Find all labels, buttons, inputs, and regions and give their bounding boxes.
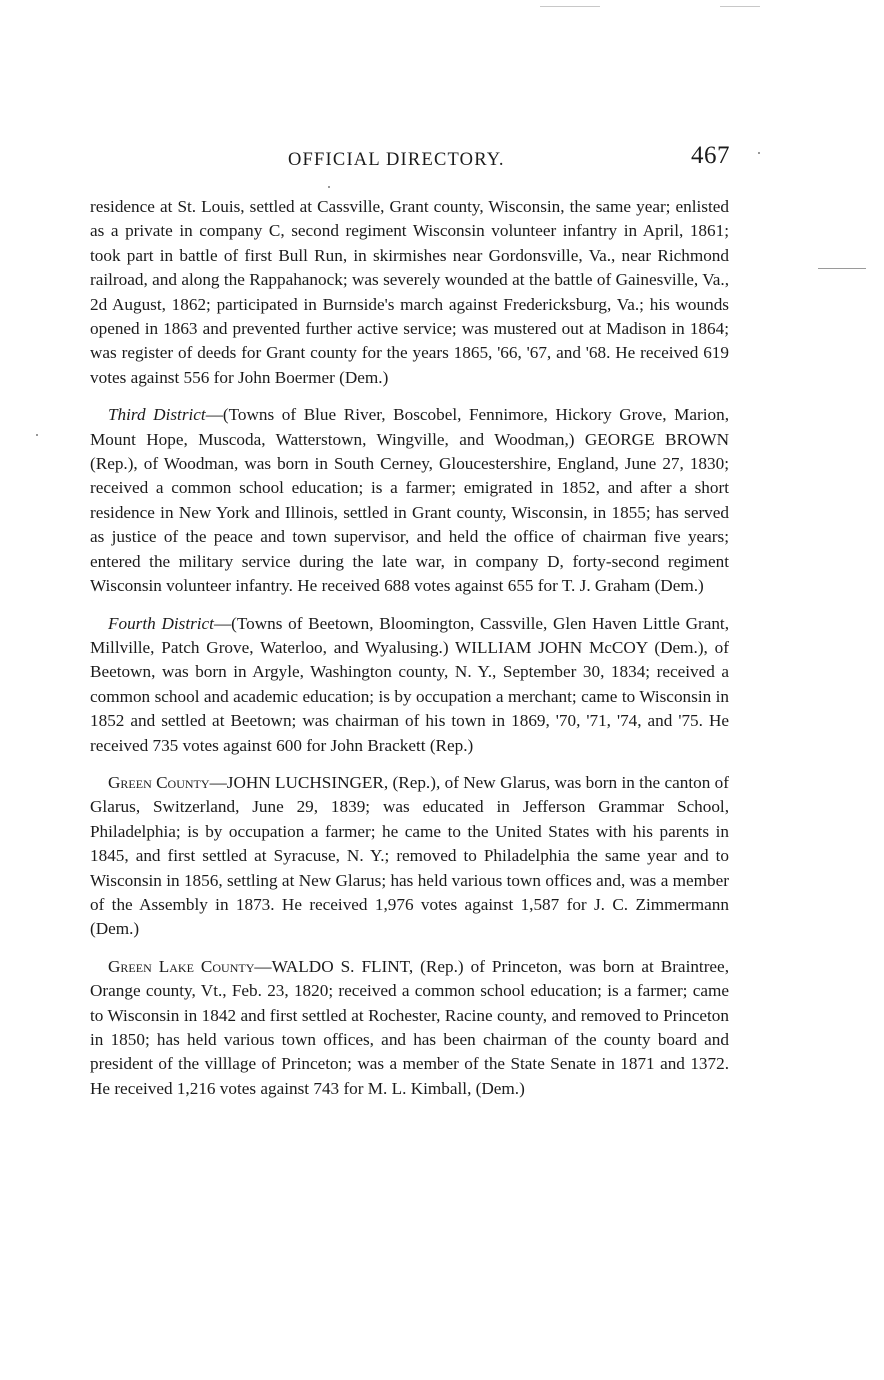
third-district-text: —(Towns of Blue River, Boscobel, Fennimore, Hickory Grove, Marion, Mount Hope, Muscoda, Watterstown, Wingville, and Woodman,) GEORGE BROWN (Rep.), of Woodman, was born in South Cerney, Gloucestershire, England, June 27, 1830; received a common school education; is a farmer; emigrated in 1852, and after a short residence in New York and Illinois, settled in Grant county, Wisconsin, in 1855; has served as justice of the peace and town supervisor, and held the office of chairman five years; entered the military service during the late war, in company D, forty-second regiment Wisconsin volunteer infantry. He received 688 votes against 655 for T. J. Graham (Dem.) (90, 405, 729, 596)
green-county-label: Green County (108, 772, 210, 792)
scan-edge-mark (540, 6, 600, 7)
fourth-district-label: Fourth District (108, 613, 214, 633)
margin-scratch (818, 268, 866, 269)
green-county-text: —JOHN LUCHSINGER, (Rep.), of New Glarus, was born in the canton of Glarus, Switzerland, June 29, 1839; was educated in Jefferson Grammar School, Philadelphia; is by occupation a farmer; he came to the United States with his parents in 1845, and first settled at Syracuse, N. Y.; removed to Philadelphia the same year and to Wisconsin in 1856, settling at New Glarus; has held various town offices and, was a member of the Assembly in 1873. He received 1,976 votes against 1,587 for J. C. Zimmermann (Dem.) (90, 772, 730, 939)
page-number: 467 (691, 142, 730, 169)
green-county-entry (90, 771, 729, 942)
margin-speck (758, 152, 760, 154)
margin-speck (36, 434, 38, 436)
running-head (90, 142, 730, 178)
green-lake-county-entry (90, 955, 729, 1101)
page-title: OFFICIAL DIRECTORY. (288, 150, 505, 170)
fourth-district-entry (90, 612, 729, 758)
fourth-district-text: —(Towns of Beetown, Bloomington, Cassville, Glen Haven Little Grant, Millville, Patch Grove, Waterloo, and Wyalusing.) WILLIAM JOHN McCOY (Dem.), of Beetown, was born in Argyle, Washington county, N. Y., September 30, 1834; received a common school and academic education; is by occupation a merchant; came to Wisconsin in 1852 and settled at Beetown; was chairman of his town in 1869, '70, '71, '74, and '75. He received 735 votes against 600 for John Brackett (Rep.) (90, 613, 730, 755)
third-district-entry (90, 403, 729, 598)
third-district-label: Third District (108, 405, 206, 425)
scan-edge-mark (720, 6, 760, 7)
green-lake-county-text: —WALDO S. FLINT, (Rep.) of Princeton, was born at Braintree, Orange county, Vt., Feb. 23, 1820; received a common school education; is a farmer; came to Wisconsin in 1842 and first settled at Rochester, Racine county, and removed to Princeton in 1850; has held various town offices, and has been chairman of the county board and president of the villlage of Princeton; was a member of the State Senate in 1871 and 1372. He received 1,216 votes against 743 for M. L. Kimball, (Dem.) (90, 956, 729, 1098)
body-text (90, 195, 729, 1114)
continued-paragraph: residence at St. Louis, settled at Cassville, Grant county, Wisconsin, the same year; enlisted as a private in company C, second regiment Wisconsin volunteer infantry in April, 1861; took part in battle of first Bull Run, in skirmishes near Gordonsville, Va., near Richmond railroad, and along the Rappahanock; was severely wounded at the battle of Gainesville, Va., 2d August, 1862; participated in Burnside's march against Fredericksburg, Va.; his wounds opened in 1863 and prevented further active service; was mustered out at Madison in 1864; was register of deeds for Grant county for the years 1865, '66, '67, and '68. He received 619 votes against 556 for John Boermer (Dem.) (90, 197, 729, 387)
margin-speck (328, 186, 330, 188)
green-lake-county-label: Green Lake County (108, 956, 255, 976)
